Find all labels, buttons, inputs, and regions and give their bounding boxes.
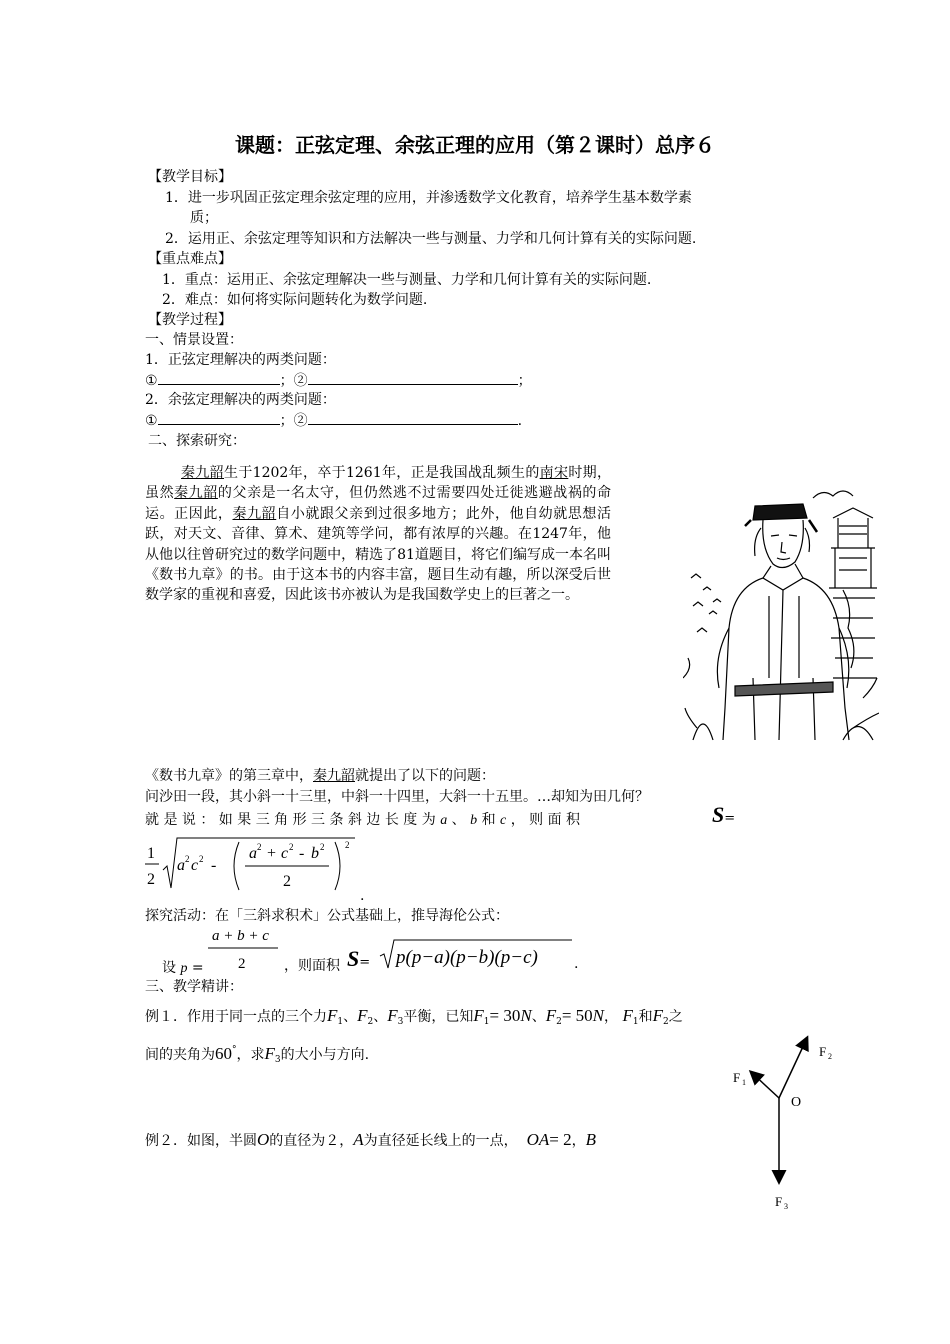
section-2-heading: 二、探索研究：: [148, 433, 246, 449]
keypoints-heading: 【重点难点】: [148, 251, 232, 267]
svg-text:2: 2: [238, 956, 246, 972]
keypoint-1: 1．重点：运用正、余弦定理解决一些与测量、力学和几何计算有关的实际问题.: [162, 272, 652, 288]
keypoint-2: 2．难点：如何将实际问题转化为数学问题.: [162, 292, 428, 308]
area-symbol: S=: [712, 802, 736, 827]
chapter-line-3: 就 是 说 ： 如 果 三 角 形 三 条 斜 边 长 度 为 a 、 b 和 c ， 则 面 积: [145, 812, 581, 828]
svg-text:2: 2: [185, 854, 190, 864]
svg-text:p(p−a)(p−b)(p−c): p(p−a)(p−b)(p−c): [396, 947, 538, 968]
chapter-line-1: 《数书九章》的第三章中，秦九韶就提出了以下的问题：: [145, 768, 495, 784]
objective-2: 2．运用正、余弦定理等知识和方法解决一些与测量、力学和几何计算有关的实际问题.: [165, 231, 697, 247]
blank-2a: [158, 410, 280, 425]
svg-text:1: 1: [147, 845, 155, 862]
heron-period: .: [574, 956, 579, 972]
example-1-line-1: 例１．作用于同一点的三个力$F_1$、$F_2$、$F_3$平衡，已知$F_1= 30N$、$F_2= 50N$， $F_1$和$F_2$之: [145, 1006, 683, 1027]
svg-text:+: +: [267, 845, 277, 862]
force-diagram: [725, 1030, 845, 1215]
objective-1: 1．进一步巩固正弦定理余弦定理的应用，并渗透数学文化教育，培养学生基本数学素: [165, 190, 692, 206]
svg-text:2: 2: [828, 1052, 832, 1061]
svg-text:a: a: [249, 845, 257, 862]
answer-line-1: ① ；② ；: [145, 370, 532, 391]
svg-text:2: 2: [289, 842, 294, 852]
svg-text:b: b: [311, 845, 319, 862]
dynasty-name: 南宋: [539, 465, 569, 481]
f2-label: [819, 1044, 832, 1061]
example-1-line-2: 间的夹角为60°，求$F_3$的大小与方向.: [145, 1044, 370, 1065]
heron-then: ，则面积: [284, 958, 340, 974]
svg-text:1: 1: [742, 1078, 746, 1087]
mark-2: ②: [293, 373, 308, 389]
semi-perimeter-fraction: [206, 924, 280, 974]
svg-text:2: 2: [257, 842, 262, 852]
mark-1: ①: [145, 373, 158, 389]
svg-text:F: F: [775, 1194, 783, 1209]
svg-text:F: F: [733, 1070, 741, 1085]
objectives-heading: 【教学目标】: [148, 169, 232, 185]
answer-line-2: ① ；② .: [145, 410, 522, 431]
story-paragraph: 秦九韶生于1202年，卒于1261年，正是我国战乱频生的南宋时期，虽然秦九韶的父亲是一名太守，但仍然逃不过需要四处迁徙逃避战祸的命运。正因此，秦九韶自小就跟父亲到过很多地方；此外，他自幼就思想活跃，对天文、音律、算术、建筑等学问，都有浓厚的兴趣。在1247年，他从他以往曾研究过的数学问题中，精选了81道题目，将它们编写成一本名叫《数书九章》的书。由于这本书的内容丰富，题目生动有趣，所以深受后世数学家的重视和喜爱，因此该书亦被认为是我国数学史上的巨著之一。: [145, 465, 612, 604]
blank-1b: [308, 370, 518, 385]
svg-text:c: c: [281, 845, 289, 862]
svg-text:2: 2: [199, 854, 204, 864]
activity-line: 探究活动：在「三斜求积术」公式基础上，推导海伦公式：: [145, 908, 509, 924]
objective-1-cont: 质；: [190, 210, 218, 226]
svg-text:3: 3: [784, 1202, 788, 1211]
svg-text:-: -: [299, 845, 305, 862]
svg-text:-: -: [211, 857, 217, 874]
question-1: 1．正弦定理解决的两类问题：: [145, 352, 336, 368]
heron-formula: [378, 938, 574, 972]
blank-2b: [308, 410, 518, 425]
formula-1-period: .: [360, 888, 365, 904]
origin-label: O: [791, 1095, 802, 1110]
svg-text:2: 2: [345, 840, 350, 850]
svg-text:a + b + c: a + b + c: [212, 928, 269, 944]
heron-area: S=: [347, 946, 371, 971]
svg-text:a: a: [177, 857, 185, 874]
f3-label: [775, 1194, 788, 1211]
svg-text:2: 2: [147, 871, 155, 888]
page-title: 课题：正弦定理、余弦正理的应用（第２课时）总序６: [235, 133, 715, 157]
chapter-line-2: 问沙田一段，其小斜一十三里，中斜一十四里，大斜一十五里。…却知为田几何？: [145, 789, 649, 805]
process-heading: 【教学过程】: [148, 312, 232, 328]
question-2: 2．余弦定理解决的两类问题：: [145, 392, 336, 408]
svg-text:2: 2: [320, 842, 325, 852]
svg-text:2: 2: [283, 873, 291, 890]
heron-set: 设 p =: [162, 960, 204, 976]
blank-1a: [158, 370, 280, 385]
three-oblique-formula: [143, 834, 373, 896]
svg-text:F: F: [819, 1044, 827, 1059]
qin-jiushao-portrait-icon: [683, 478, 879, 744]
section-3-heading: 三、教学精讲：: [145, 979, 243, 995]
section-1-heading: 一、情景设置：: [145, 332, 243, 348]
example-2-line-1: 例２．如图，半圆O的直径为２，A为直径延长线上的一点， OA= 2，B: [145, 1130, 596, 1149]
f1-label: [733, 1070, 746, 1087]
svg-text:c: c: [191, 857, 199, 874]
name-link: 秦九韶: [181, 465, 225, 481]
